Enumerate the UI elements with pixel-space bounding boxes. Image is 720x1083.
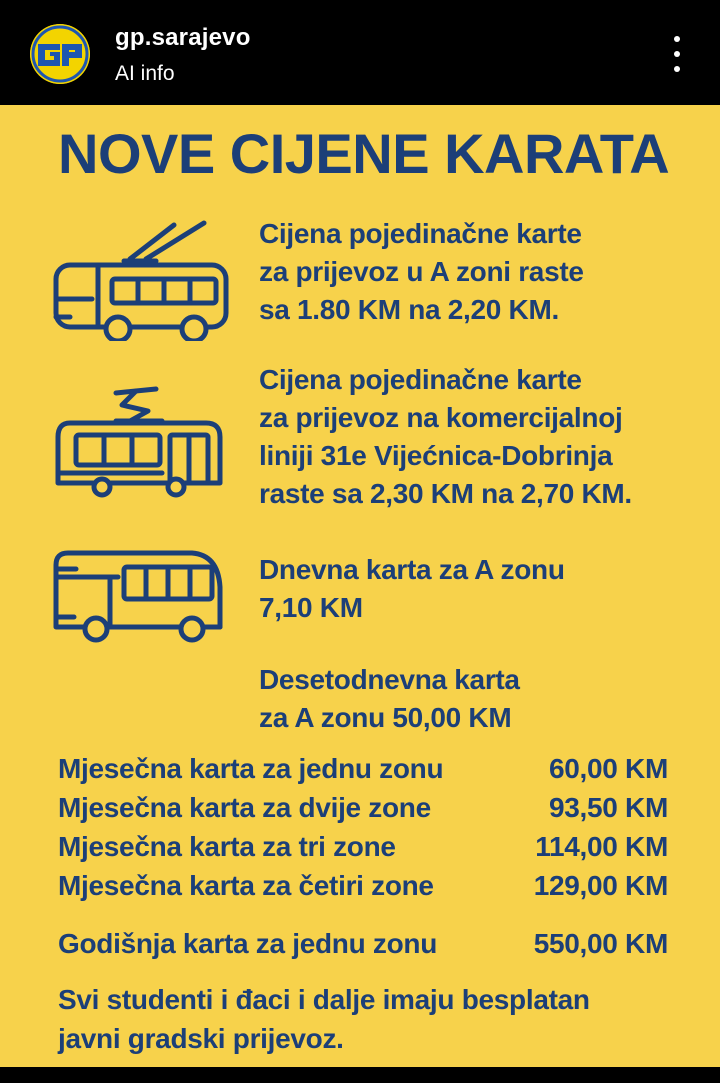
price-value: 60,00 KM [549, 753, 668, 784]
daily-ticket-block [259, 551, 699, 627]
price-row [58, 788, 668, 827]
gp-logo-icon [30, 24, 90, 84]
poster-title: NOVE CIJENE KARATA [58, 122, 670, 185]
ten-day-ticket-block [259, 661, 699, 737]
block-line: za prijevoz na komercijalnoj [259, 402, 623, 433]
tram-icon [52, 383, 224, 501]
block-line: za A zonu 50,00 KM [259, 702, 512, 733]
post-header [0, 0, 720, 105]
trolleybus-icon [52, 217, 230, 341]
price-row [58, 866, 668, 905]
note-line: Svi studenti i đaci i dalje imaju besplatan [58, 984, 590, 1015]
price-value: 93,50 KM [549, 792, 668, 823]
price-value: 114,00 KM [535, 831, 668, 862]
note-line: javni gradski prijevoz. [58, 1023, 344, 1054]
single-ticket-a-zone-block [259, 215, 699, 329]
block-line: 7,10 KM [259, 592, 363, 623]
block-line: Desetodnevna karta [259, 664, 520, 695]
yearly-price-row [58, 924, 668, 963]
price-label: Mjesečna karta za četiri zone [58, 870, 434, 901]
price-value: 129,00 KM [533, 870, 668, 901]
block-line: sa 1.80 KM na 2,20 KM. [259, 294, 559, 325]
ai-info-label[interactable]: AI info [115, 62, 175, 85]
price-value: 550,00 KM [533, 928, 668, 959]
bottom-bar [0, 1067, 720, 1083]
price-label: Mjesečna karta za dvije zone [58, 792, 431, 823]
price-row [58, 827, 668, 866]
block-line: za prijevoz u A zoni raste [259, 256, 584, 287]
price-poster [0, 105, 720, 1067]
students-note [58, 980, 678, 1058]
block-line: Cijena pojedinačne karte [259, 218, 582, 249]
avatar[interactable] [30, 24, 90, 84]
more-vertical-icon[interactable] [662, 36, 692, 72]
line-31e-ticket-block [259, 361, 699, 513]
price-label: Mjesečna karta za jednu zonu [58, 753, 444, 784]
block-line: Cijena pojedinačne karte [259, 364, 582, 395]
block-line: raste sa 2,30 KM na 2,70 KM. [259, 478, 632, 509]
monthly-price-list [58, 749, 668, 963]
username-link[interactable]: gp.sarajevo [115, 24, 251, 51]
bus-icon [52, 547, 224, 643]
block-line: liniji 31e Vijećnica-Dobrinja [259, 440, 613, 471]
price-label: Mjesečna karta za tri zone [58, 831, 396, 862]
price-row [58, 749, 668, 788]
block-line: Dnevna karta za A zonu [259, 554, 565, 585]
price-label: Godišnja karta za jednu zonu [58, 928, 437, 959]
